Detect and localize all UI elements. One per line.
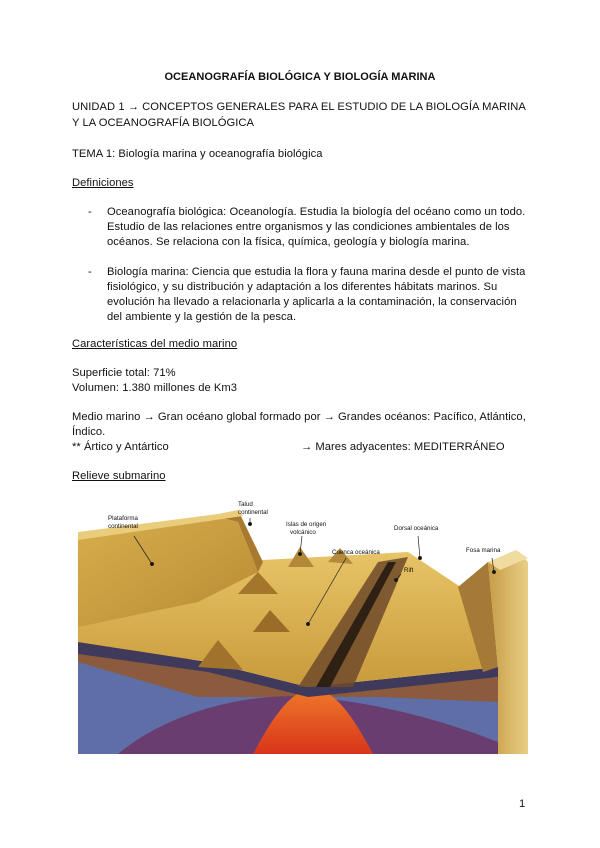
- definition-biologia-marina: [107, 265, 527, 325]
- volumen-text: Volumen: 1.380 millones de Km3: [72, 382, 238, 394]
- leader-dot: [306, 622, 309, 625]
- label-cuenca: Cuenca oceánica: [332, 549, 380, 556]
- leader-dot: [492, 570, 495, 573]
- definiciones-heading: Definiciones: [72, 177, 134, 189]
- unit-heading-line-1: UNIDAD 1 → CONCEPTOS GENERALES PARA EL ESTUDIO DE LA BIOLOGÍA MARINA: [72, 101, 526, 113]
- label-dorsal: Dorsal oceánica: [394, 525, 439, 532]
- definition-line: fisiológico, y su distribución y adaptación a los diferentes hábitats marinos. Su: [107, 281, 498, 293]
- definition-line: Estudio de las relaciones entre organismos y las condiciones ambientales de los: [107, 221, 510, 233]
- label-fosa: Fosa marina: [466, 547, 501, 554]
- label-plataforma-2: continental: [108, 523, 138, 530]
- artico-text: ** Ártico y Antártico: [72, 441, 169, 453]
- definition-line: océanos. Se relaciona con la física, química, geología y biología marina.: [107, 236, 470, 248]
- definition-line: evolución ha llevado a relacionarla y aplicarla a la contaminación, la conservación: [107, 296, 517, 308]
- page-number: 1: [519, 798, 526, 810]
- bullet-dash: -: [88, 266, 92, 278]
- label-rift: Rift: [404, 567, 414, 574]
- relieve-heading: Relieve submarino: [72, 470, 166, 482]
- topic-heading: TEMA 1: Biología marina y oceanografía biológica: [72, 148, 323, 160]
- medio-marino-line-1: Medio marino → Gran océano global formado por → Grandes océanos: Pacífico, Atlántico,: [72, 411, 526, 423]
- definition-line: del ambiente y la gestión de la pesca.: [107, 311, 297, 323]
- definition-line: Biología marina: Ciencia que estudia la flora y fauna marina desde el punto de vista: [107, 266, 526, 278]
- leader-dot: [248, 522, 251, 525]
- caracteristicas-heading: Características del medio marino: [72, 338, 238, 350]
- label-talud-2: continental: [238, 509, 268, 516]
- unit-heading-line-2: Y LA OCEANOGRAFÍA BIOLÓGICA: [72, 117, 255, 129]
- relieve-submarino-figure: [78, 492, 528, 754]
- label-plataforma-1: Plataforma: [108, 515, 138, 522]
- medio-marino-line-2: Índico.: [72, 426, 106, 438]
- mares-adyacentes-text: → Mares adyacentes: MEDITERRÁNEO: [301, 441, 505, 453]
- leader-dot: [150, 562, 153, 565]
- leader-dot: [418, 556, 421, 559]
- volcanic-island: [288, 547, 314, 567]
- definition-oceanografia: [107, 205, 527, 250]
- document-title: OCEANOGRAFÍA BIOLÓGICA Y BIOLOGÍA MARINA: [164, 71, 436, 83]
- leader-dot: [298, 552, 301, 555]
- leader-line: [418, 536, 420, 558]
- label-islas-1: Islas de origen: [286, 521, 327, 528]
- label-islas-2: volcánico: [290, 529, 316, 536]
- bullet-dash: -: [88, 206, 92, 218]
- leader-dot: [394, 578, 397, 581]
- superficie-text: Superficie total: 71%: [72, 367, 176, 379]
- label-talud-1: Talud: [238, 501, 253, 508]
- definition-line: Oceanografía biológica: Oceanología. Estudia la biología del océano como un todo.: [107, 206, 526, 218]
